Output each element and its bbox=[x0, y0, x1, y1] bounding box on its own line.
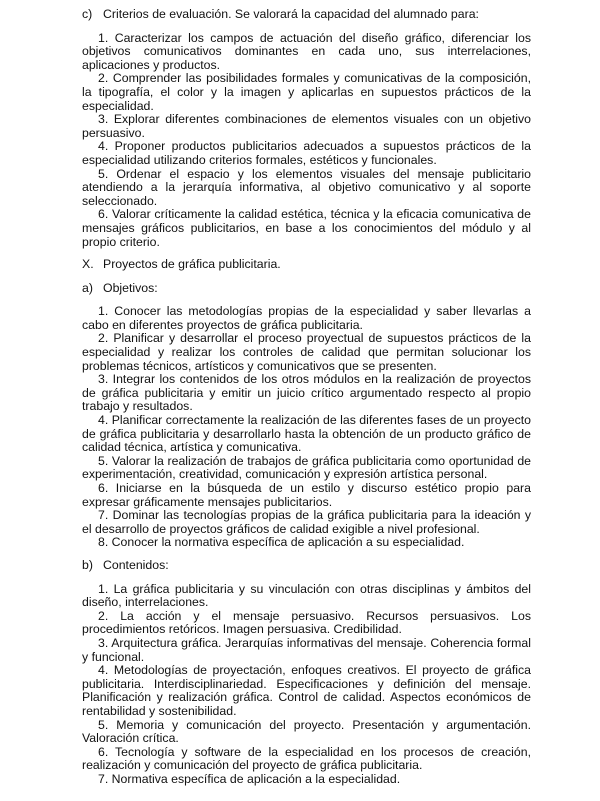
list-item: 6. Tecnología y software de la especialidad en los procesos de creación, realización y comunicación del proyecto de gráfica publicitaria. bbox=[82, 744, 531, 773]
section-b-heading bbox=[82, 559, 531, 573]
section-b-title: Contenidos: bbox=[103, 557, 169, 572]
list-item: 4. Metodologías de proyectación, enfoques creativos. El proyecto de gráfica publicitaria. Interdisciplinariedad. Especificaciones y definición del mensaje. Planificación y realización gráfica. Control de calidad. Aspectos económicos de rentabilidad y sostenibilidad. bbox=[82, 663, 531, 718]
list-item: 3. Integrar los contenidos de los otros módulos en la realización de proyectos de gráfica publicitaria y emitir un juicio crítico argumentado respecto al propio trabajo y resultados. bbox=[82, 372, 531, 414]
section-x-label: X. bbox=[82, 257, 94, 272]
section-x-title: Proyectos de gráfica publicitaria. bbox=[103, 257, 281, 272]
list-item: 5. Memoria y comunicación del proyecto. Presentación y argumentación. Valoración crítica. bbox=[82, 717, 531, 746]
list-item: 5. Valorar la realización de trabajos de gráfica publicitaria como oportunidad de experimentación, creatividad, comunicación y expresión artística personal. bbox=[82, 453, 531, 482]
list-item: 6. Valorar críticamente la calidad estética, técnica y la eficacia comunicativa de mensajes gráficos publicitarios, en base a los conocimientos del módulo y al propio criterio. bbox=[82, 207, 531, 249]
list-item: 3. Arquitectura gráfica. Jerarquías informativas del mensaje. Coherencia formal y funcional. bbox=[82, 635, 531, 664]
list-item: 4. Proponer productos publicitarios adecuados a supuestos prácticos de la especialidad utilizando criterios formales, estéticos y funcionales. bbox=[82, 139, 531, 167]
list-item: 2. La acción y el mensaje persuasivo. Recursos persuasivos. Los procedimientos retóricos. Imagen persuasiva. Credibilidad. bbox=[82, 608, 531, 637]
section-a-label: a) bbox=[82, 280, 93, 295]
list-item: 7. Normativa específica de aplicación a la especialidad. bbox=[98, 771, 401, 786]
list-item: 2. Comprender las posibilidades formales y comunicativas de la composición, la tipografía, el color y la imagen y aplicarlas en supuestos prácticos de la especialidad. bbox=[82, 71, 531, 113]
document-page bbox=[82, 8, 531, 786]
section-x-heading bbox=[82, 258, 531, 272]
contents-list bbox=[82, 583, 531, 787]
section-a-heading bbox=[82, 282, 531, 296]
list-item: 1. La gráfica publicitaria y su vinculación con otras disciplinas y ámbitos del diseño, interrelaciones. bbox=[82, 581, 531, 610]
evaluation-criteria-list bbox=[82, 32, 531, 250]
list-item: 6. Iniciarse en la búsqueda de un estilo y discurso estético propio para expresar gráficamente mensajes publicitarios. bbox=[82, 481, 531, 509]
list-item: 5. Ordenar el espacio y los elementos visuales del mensaje publicitario atendiendo a la jerarquía informativa, al objetivo comunicativo y al soporte seleccionado. bbox=[82, 166, 531, 208]
list-item: 1. Conocer las metodologías propias de la especialidad y saber llevarlas a cabo en diferentes proyectos de gráfica publicitaria. bbox=[82, 304, 531, 332]
section-c-heading bbox=[82, 8, 531, 22]
section-c-title: Criterios de evaluación. Se valorará la capacidad del alumnado para: bbox=[103, 7, 479, 21]
list-item: 7. Dominar las tecnologías propias de la gráfica publicitaria para la ideación y el desarrollo de proyectos gráficos de calidad exigible a nivel profesional. bbox=[82, 508, 531, 536]
section-c-label: c) bbox=[82, 7, 93, 21]
section-a-title: Objetivos: bbox=[103, 280, 158, 295]
objectives-list bbox=[82, 305, 531, 550]
section-b-label: b) bbox=[82, 557, 93, 572]
list-item: 1. Caracterizar los campos de actuación del diseño gráfico, diferenciar los objetivos comunicativos dominantes en cada uno, sus interrelaciones, aplicaciones y productos. bbox=[82, 30, 531, 72]
list-item: 2. Planificar y desarrollar el proceso proyectual de supuestos prácticos de la especialidad y realizar los controles de calidad que permitan solucionar los problemas técnicos, artísticos y comunicativos que se presenten. bbox=[82, 331, 531, 373]
list-item: 4. Planificar correctamente la realización de las diferentes fases de un proyecto de gráfica publicitaria y desarrollarlo hasta la obtención de un producto gráfico de calidad técnica, artística y comunicativa. bbox=[82, 413, 531, 455]
list-item: 8. Conocer la normativa específica de aplicación a su especialidad. bbox=[98, 535, 465, 550]
list-item: 3. Explorar diferentes combinaciones de elementos visuales con un objetivo persuasivo. bbox=[82, 112, 531, 140]
